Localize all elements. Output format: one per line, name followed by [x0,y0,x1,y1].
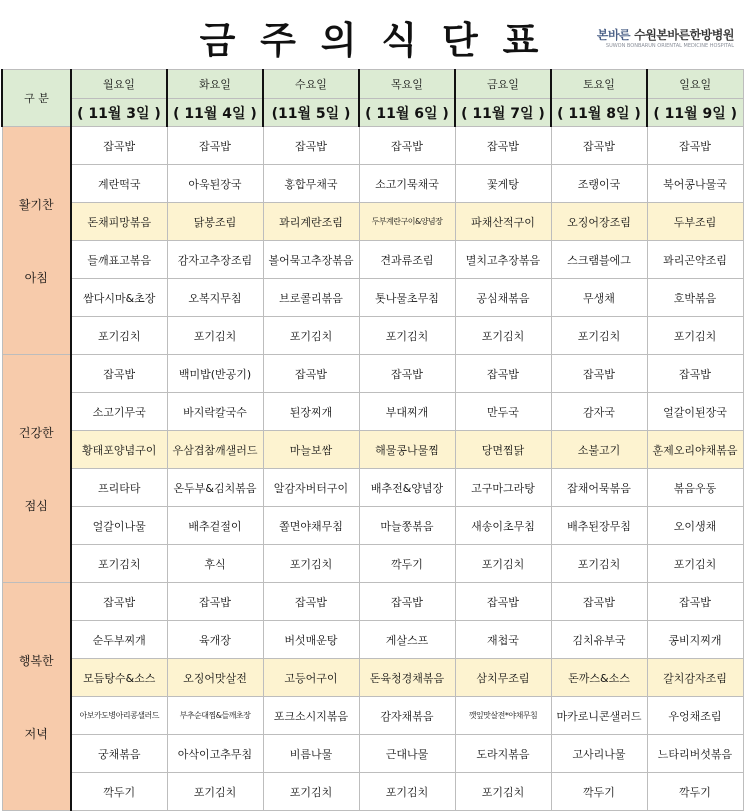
menu-cell: 포기김치 [263,773,359,811]
meal-label-top: 활기찬 [18,197,54,212]
menu-cell: 모듬탕수&소스 [71,659,167,697]
menu-cell: 마늘쫑볶음 [359,507,455,545]
menu-cell: 순두부찌개 [71,621,167,659]
menu-cell: 포기김치 [167,317,263,355]
date-header: ( 11월 3일 ) [71,99,167,127]
menu-cell: 브로콜리볶음 [263,279,359,317]
menu-cell: 잡곡밥 [167,583,263,621]
menu-cell: 돈채피망볶음 [71,203,167,241]
menu-cell: 볶음우동 [647,469,743,507]
menu-cell: 북어콩나물국 [647,165,743,203]
menu-cell: 고사리나물 [551,735,647,773]
menu-cell: 포기김치 [359,317,455,355]
menu-cell: 오징어장조림 [551,203,647,241]
menu-cell: 마늘보쌈 [263,431,359,469]
menu-cell: 고등어구이 [263,659,359,697]
dish-row [2,165,743,203]
menu-cell: 포기김치 [551,545,647,583]
menu-cell: 잡곡밥 [263,355,359,393]
menu-cell: 아삭이고추무침 [167,735,263,773]
menu-cell: 버섯매운탕 [263,621,359,659]
menu-cell: 배추된장무침 [551,507,647,545]
menu-cell: 바지락칼국수 [167,393,263,431]
menu-cell: 갈치감자조림 [647,659,743,697]
menu-cell: 멸치고추장볶음 [455,241,551,279]
menu-cell: 비름나물 [263,735,359,773]
menu-cell: 감자고추장조림 [167,241,263,279]
menu-cell: 볼어묵고추장볶음 [263,241,359,279]
dish-row [2,697,743,735]
dish-row [2,393,743,431]
menu-cell: 깍두기 [551,773,647,811]
menu-cell: 재첩국 [455,621,551,659]
menu-cell: 게살스프 [359,621,455,659]
menu-cell: 포기김치 [647,545,743,583]
menu-cell: 들깨표고볶음 [71,241,167,279]
menu-cell: 배추겉절이 [167,507,263,545]
date-header: (11월 5일 ) [263,99,359,127]
menu-cell: 알감자버터구이 [263,469,359,507]
menu-cell: 프리타타 [71,469,167,507]
meal-label [2,127,71,355]
menu-cell: 얼갈이나물 [71,507,167,545]
menu-cell: 톳나물초무침 [359,279,455,317]
menu-cell: 소불고기 [551,431,647,469]
dish-row [2,355,743,393]
menu-cell: 감자채볶음 [359,697,455,735]
date-header: ( 11월 6일 ) [359,99,455,127]
menu-cell: 잡곡밥 [263,583,359,621]
menu-cell: 잡곡밥 [647,355,743,393]
dish-row [2,317,743,355]
menu-cell: 삼치무조림 [455,659,551,697]
menu-cell: 조랭이국 [551,165,647,203]
menu-cell: 잡곡밥 [359,127,455,165]
day-header: 토요일 [551,70,647,99]
menu-cell: 훈제오리야채볶음 [647,431,743,469]
menu-cell: 깍두기 [647,773,743,811]
dish-row [2,621,743,659]
menu-cell: 견과류조림 [359,241,455,279]
date-header: ( 11월 8일 ) [551,99,647,127]
menu-cell: 우엉채조림 [647,697,743,735]
menu-cell: 콩비지찌개 [647,621,743,659]
menu-cell: 호박볶음 [647,279,743,317]
page-title: 금 주 의 식 단 표 [199,19,545,62]
meal-label-bottom: 아침 [24,270,48,285]
dish-row [2,773,743,811]
date-header: ( 11월 4일 ) [167,99,263,127]
meal-label-bottom: 저녁 [24,726,48,741]
date-header: ( 11월 9일 ) [647,99,743,127]
menu-cell: 스크램블에그 [551,241,647,279]
menu-cell: 포기김치 [455,317,551,355]
menu-cell: 포기김치 [71,317,167,355]
menu-cell: 얼갈이된장국 [647,393,743,431]
menu-cell: 닭봉조림 [167,203,263,241]
menu-cell: 아보카도병아리콩샐러드 [71,697,167,735]
menu-cell: 쌈다시마&초장 [71,279,167,317]
menu-cell: 포기김치 [71,545,167,583]
menu-cell: 된장찌개 [263,393,359,431]
dish-row [2,507,743,545]
dish-row [2,583,743,621]
dish-row [2,469,743,507]
day-header: 월요일 [71,70,167,99]
dish-row [2,735,743,773]
menu-cell: 쫄면야채무침 [263,507,359,545]
menu-cell: 잡곡밥 [71,583,167,621]
logo-mark: 본바른 [596,28,631,42]
dish-row [2,659,743,697]
menu-cell: 포기김치 [551,317,647,355]
logo-subtitle: SUWON BONBARUN ORIENTAL MEDICINE HOSPITAL [605,43,734,49]
menu-cell: 깍두기 [359,545,455,583]
meal-label [2,355,71,583]
menu-cell: 잡곡밥 [359,355,455,393]
menu-cell: 포기김치 [455,545,551,583]
menu-cell: 감자국 [551,393,647,431]
menu-cell: 해물콩나물찜 [359,431,455,469]
menu-cell: 꽈리계란조림 [263,203,359,241]
menu-cell: 잡곡밥 [71,355,167,393]
menu-cell: 두부조림 [647,203,743,241]
menu-cell: 당면찜닭 [455,431,551,469]
menu-cell: 파채산적구이 [455,203,551,241]
menu-cell: 포기김치 [167,773,263,811]
menu-cell: 포기김치 [263,317,359,355]
menu-cell: 계란떡국 [71,165,167,203]
menu-cell: 포기김치 [455,773,551,811]
menu-cell: 김치유부국 [551,621,647,659]
menu-cell: 도라지볶음 [455,735,551,773]
menu-cell: 꽃게탕 [455,165,551,203]
menu-cell: 오복지무침 [167,279,263,317]
day-header: 일요일 [647,70,743,99]
menu-cell: 육개장 [167,621,263,659]
menu-cell: 느타리버섯볶음 [647,735,743,773]
menu-cell: 두부계란구이&양념장 [359,203,455,241]
menu-cell: 잡곡밥 [647,127,743,165]
dish-row [2,431,743,469]
date-header-row [2,99,743,127]
menu-cell: 잡곡밥 [455,127,551,165]
menu-cell: 잡곡밥 [455,583,551,621]
menu-cell: 공심채볶음 [455,279,551,317]
menu-cell: 새송이초무침 [455,507,551,545]
menu-cell: 포크소시지볶음 [263,697,359,735]
menu-cell: 마카로니콘샐러드 [551,697,647,735]
menu-table [1,69,744,811]
header-label: 구 분 [2,70,71,127]
menu-cell: 홍합무채국 [263,165,359,203]
menu-cell: 배추전&양념장 [359,469,455,507]
menu-cell: 만두국 [455,393,551,431]
menu-cell: 잡채어묵볶음 [551,469,647,507]
menu-cell: 잡곡밥 [71,127,167,165]
menu-cell: 우삼겹참깨샐러드 [167,431,263,469]
menu-cell: 꽈리곤약조림 [647,241,743,279]
meal-label-bottom: 점심 [24,498,48,513]
menu-cell: 부추순대찜&들깨초장 [167,697,263,735]
menu-cell: 깍두기 [71,773,167,811]
day-header: 수요일 [263,70,359,99]
page-header [0,0,744,69]
menu-cell: 깻잎맛살전*야채무침 [455,697,551,735]
menu-cell: 오징어맛살전 [167,659,263,697]
meal-label [2,583,71,811]
menu-cell: 포기김치 [647,317,743,355]
menu-cell: 잡곡밥 [455,355,551,393]
meal-label-top: 건강한 [18,425,54,440]
menu-cell: 잡곡밥 [551,583,647,621]
hospital-logo [596,26,734,49]
menu-cell: 잡곡밥 [359,583,455,621]
dish-row [2,545,743,583]
menu-cell: 무생채 [551,279,647,317]
menu-cell: 포기김치 [263,545,359,583]
dish-row [2,241,743,279]
menu-cell: 소고기무국 [71,393,167,431]
menu-cell: 오이생채 [647,507,743,545]
menu-cell: 돈육청경채볶음 [359,659,455,697]
menu-cell: 잡곡밥 [167,127,263,165]
day-header: 화요일 [167,70,263,99]
meal-label-top: 행복한 [18,653,54,668]
day-header-row [2,70,743,99]
menu-cell: 잡곡밥 [551,127,647,165]
menu-cell: 잡곡밥 [551,355,647,393]
menu-cell: 소고기묵채국 [359,165,455,203]
menu-cell: 후식 [167,545,263,583]
menu-cell: 백미밥(반공기) [167,355,263,393]
day-header: 목요일 [359,70,455,99]
menu-cell: 고구마그라탕 [455,469,551,507]
dish-row [2,203,743,241]
menu-cell: 포기김치 [359,773,455,811]
menu-cell: 근대나물 [359,735,455,773]
menu-cell: 황태포양념구이 [71,431,167,469]
menu-cell: 온두부&김치볶음 [167,469,263,507]
dish-row [2,127,743,165]
menu-cell: 돈까스&소스 [551,659,647,697]
day-header: 금요일 [455,70,551,99]
date-header: ( 11월 7일 ) [455,99,551,127]
menu-cell: 잡곡밥 [647,583,743,621]
dish-row [2,279,743,317]
menu-cell: 아욱된장국 [167,165,263,203]
menu-cell: 궁채볶음 [71,735,167,773]
menu-cell: 잡곡밥 [263,127,359,165]
logo-name: 수원본바른한방병원 [634,28,734,42]
menu-cell: 부대찌개 [359,393,455,431]
